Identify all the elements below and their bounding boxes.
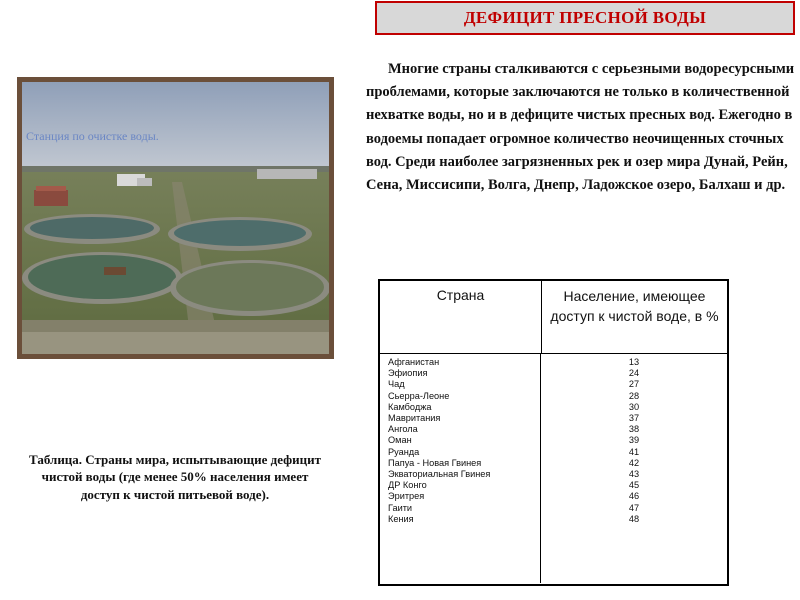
value-cell: 28 (628, 390, 640, 401)
country-cell: Афганистан (388, 357, 440, 367)
value-cell: 47 (628, 502, 640, 513)
value-cell: 24 (628, 368, 640, 379)
header-population: Население, имеющее доступ к чистой воде, в % (550, 288, 719, 324)
treatment-plant-illustration (22, 82, 329, 354)
country-cell: Папуа - Новая Гвинея (388, 457, 482, 468)
value-cell: 42 (628, 457, 640, 468)
intro-paragraph: Многие страны сталкиваются с серьезными водоресурсными проблемами, которые заключаются не только в количественной нехватке воды, но и в дефиците чистых пресных вод. Ежегодно в водоемы попадает огромное количество неочищенных сточных вод. Среди наиболее загрязненных рек и озер мира Дунай, Рейн, Сена, Миссисипи, Волга, Днепр, Ладожское озеро, Балхаш и др. (366, 61, 795, 194)
value-cell: 45 (628, 480, 640, 491)
value-cell: 43 (628, 469, 640, 480)
country-cell: Эритрея (388, 491, 425, 502)
value-cell: 41 (628, 446, 640, 457)
country-cell: Мавритания (388, 413, 441, 424)
value-cell: 37 (628, 413, 640, 424)
country-cell: Руанда (388, 446, 420, 457)
country-cell: Камбоджа (388, 401, 432, 412)
value-cell: 46 (628, 491, 640, 502)
value-column (541, 354, 727, 583)
country-cell: Эфиопия (388, 368, 428, 379)
country-cell: Кения (388, 513, 414, 524)
value-cell: 27 (628, 379, 640, 390)
value-cell: 30 (628, 401, 640, 412)
header-country: Страна (380, 281, 542, 353)
value-cell: 39 (628, 435, 640, 446)
country-cell: Гаити (388, 502, 413, 513)
table-caption: Таблица. Страны мира, испытывающие дефицит чистой воды (где менее 50% населения имеет доступ к чистой питьевой воде). (29, 452, 321, 502)
country-cell: Ангола (388, 424, 418, 435)
value-cell: 38 (628, 424, 640, 435)
value-cell: 13 (628, 357, 640, 367)
country-cell: Сьерра-Леоне (388, 390, 450, 401)
country-cell: ДР Конго (388, 480, 427, 491)
country-cell: Оман (388, 435, 412, 446)
page-title: ДЕФИЦИТ ПРЕСНОЙ ВОДЫ (463, 8, 707, 27)
photo-caption: Станция по очистке воды. (26, 129, 159, 143)
table-header-row (380, 281, 727, 354)
clean-water-table (378, 279, 729, 586)
table-body-row (380, 354, 727, 583)
country-column (380, 354, 541, 583)
country-cell: Экваториальная Гвинея (388, 469, 491, 480)
title-banner (375, 1, 795, 35)
treatment-plant-photo (17, 77, 334, 359)
value-cell: 48 (628, 513, 640, 524)
country-cell: Чад (388, 379, 405, 390)
